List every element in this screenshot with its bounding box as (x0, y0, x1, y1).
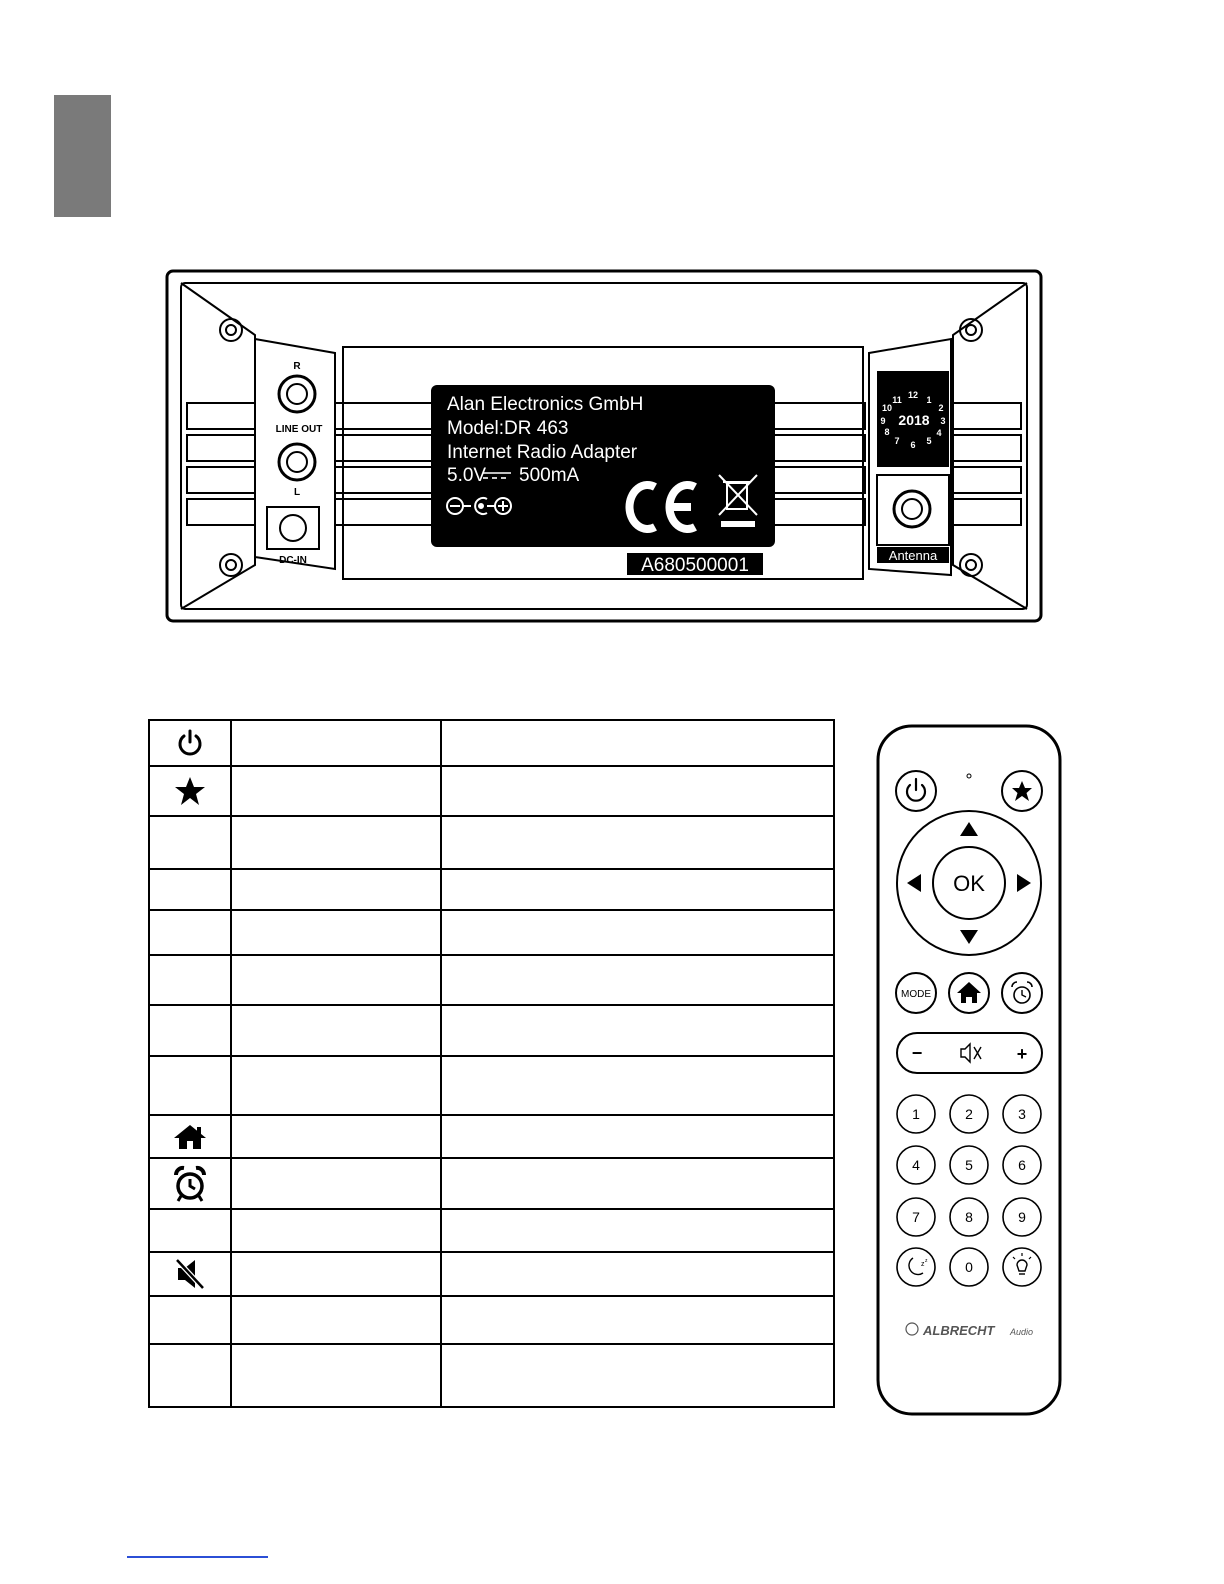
svg-text:11: 11 (892, 395, 902, 405)
mode-button[interactable] (896, 973, 936, 1013)
home-button[interactable] (949, 973, 989, 1013)
remote-key-table (148, 719, 835, 1408)
svg-text:4: 4 (936, 428, 942, 438)
label-current: 500mA (519, 465, 580, 486)
table-row (149, 1252, 834, 1296)
svg-text:2: 2 (965, 1106, 973, 1122)
port-label-line-out: LINE OUT (275, 424, 323, 435)
key-icon-cell (149, 1158, 231, 1209)
home-icon (172, 1123, 208, 1151)
svg-text:9: 9 (1018, 1209, 1026, 1225)
digit-8-button[interactable] (950, 1198, 988, 1236)
svg-text:6: 6 (1018, 1157, 1026, 1173)
table-row (149, 1056, 834, 1115)
alarm-button[interactable] (1002, 973, 1042, 1013)
star-icon (174, 775, 206, 807)
label-voltage: 5.0V (447, 465, 487, 486)
svg-text:10: 10 (881, 403, 893, 413)
svg-text:2: 2 (938, 403, 944, 413)
key-icon-cell (149, 720, 231, 766)
digit-9-button[interactable] (1003, 1198, 1041, 1236)
digit-7-button[interactable] (897, 1198, 935, 1236)
svg-text:7: 7 (894, 436, 900, 446)
svg-text:1: 1 (926, 395, 932, 405)
svg-text:3: 3 (940, 416, 946, 426)
svg-text:3: 3 (1018, 1106, 1026, 1122)
dimmer-button[interactable] (1003, 1248, 1041, 1286)
label-product: Internet Radio Adapter (447, 442, 638, 463)
remote-favourite-button[interactable] (1002, 771, 1042, 811)
section-tab-marker (54, 95, 111, 217)
table-row (149, 816, 834, 869)
svg-text:5: 5 (965, 1157, 973, 1173)
device-rear-panel (165, 269, 1043, 623)
table-row (149, 1344, 834, 1407)
table-row (149, 910, 834, 955)
table-row (149, 1296, 834, 1344)
port-label-dc-in: DC-IN (279, 555, 307, 566)
key-icon-cell (149, 766, 231, 816)
svg-text:0: 0 (965, 1259, 973, 1275)
svg-text:4: 4 (912, 1157, 920, 1173)
digit-0-button[interactable] (950, 1248, 988, 1286)
mute-icon (174, 1257, 206, 1291)
key-icon-cell (149, 1252, 231, 1296)
table-row (149, 1005, 834, 1056)
table-row (149, 1158, 834, 1209)
svg-text:Audio: Audio (1010, 1327, 1034, 1337)
digit-3-button[interactable] (1003, 1095, 1041, 1133)
port-label-l: L (293, 487, 301, 498)
label-manufacturer: Alan Electronics GmbH (447, 394, 644, 415)
table-row (149, 1209, 834, 1252)
digit-1-button[interactable] (897, 1095, 935, 1133)
svg-text:8: 8 (965, 1209, 973, 1225)
table-row (149, 720, 834, 766)
sleep-button[interactable] (897, 1248, 935, 1286)
table-row (149, 1115, 834, 1158)
remote-power-button[interactable] (896, 771, 936, 811)
serial-number: A680500001 (641, 555, 749, 576)
power-icon (175, 728, 205, 758)
digit-5-button[interactable] (950, 1146, 988, 1184)
svg-text:1: 1 (912, 1106, 920, 1122)
svg-text:12: 12 (907, 390, 919, 400)
label-model: Model:DR 463 (447, 418, 569, 439)
digit-6-button[interactable] (1003, 1146, 1041, 1184)
remote-control (873, 723, 1065, 1418)
svg-text:MODE: MODE (901, 989, 931, 1000)
digit-2-button[interactable] (950, 1095, 988, 1133)
table-row (149, 955, 834, 1005)
alarm-clock-icon (172, 1165, 208, 1203)
svg-text:z: z (925, 1258, 928, 1264)
port-label-r: R (293, 361, 301, 372)
table-row (149, 869, 834, 910)
svg-text:6: 6 (910, 440, 916, 450)
svg-text:8: 8 (884, 427, 890, 437)
key-icon-cell (149, 1115, 231, 1158)
svg-text:7: 7 (912, 1209, 920, 1225)
volume-up-button[interactable]: + (1016, 1044, 1028, 1064)
svg-text:5: 5 (926, 436, 932, 446)
volume-down-button[interactable]: − (911, 1043, 923, 1063)
footer-link-underline (127, 1556, 268, 1558)
svg-text:OK: OK (953, 871, 985, 896)
digit-4-button[interactable] (897, 1146, 935, 1184)
svg-text:ALBRECHT: ALBRECHT (923, 1323, 995, 1338)
svg-text:9: 9 (880, 416, 886, 426)
svg-text:z: z (921, 1261, 925, 1268)
table-row (149, 766, 834, 816)
antenna-label: Antenna (888, 548, 938, 563)
ok-button[interactable] (933, 847, 1005, 919)
date-code-year: 2018 (898, 412, 930, 428)
